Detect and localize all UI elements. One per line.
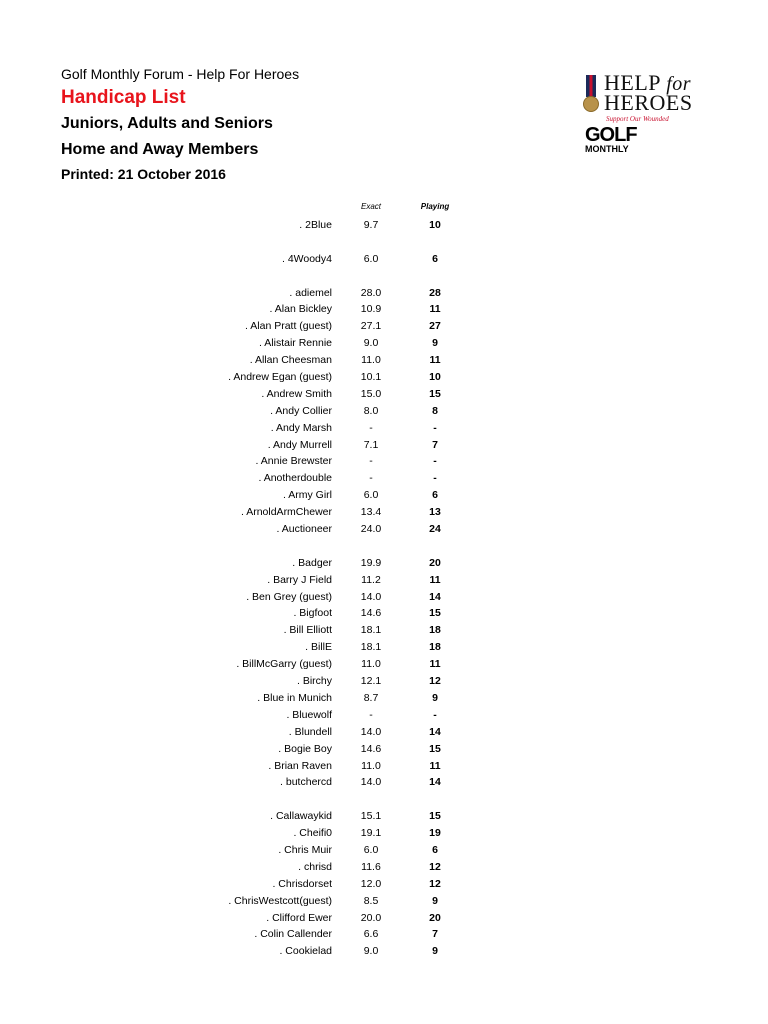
table-row: [0, 673, 768, 690]
table-row: [0, 217, 768, 234]
playing-handicap: 9: [432, 945, 438, 958]
playing-handicap: 11: [429, 658, 441, 671]
table-row: [0, 808, 768, 825]
playing-handicap: 18: [429, 641, 441, 654]
member-name: . ArnoldArmChewer: [240, 506, 332, 519]
table-row: [0, 352, 768, 369]
exact-handicap: 11.2: [361, 573, 381, 586]
playing-handicap: 11: [429, 573, 441, 586]
subtitle-categories: Juniors, Adults and Seniors: [61, 115, 273, 132]
member-name: . Allan Cheesman: [249, 354, 332, 367]
playing-handicap: 14: [429, 590, 441, 603]
table-row: [0, 859, 768, 876]
gm-logo-line2: MONTHLY: [585, 144, 629, 154]
member-name: . Andrew Egan (guest): [228, 371, 332, 384]
exact-handicap: 9.7: [363, 219, 379, 231]
table-row: [0, 386, 768, 403]
member-name: . Army Girl: [283, 489, 332, 502]
member-name: . Annie Brewster: [255, 455, 332, 468]
member-name: . Cheifi0: [293, 827, 332, 840]
exact-handicap: 10.9: [360, 303, 382, 316]
member-name: . Callawaykid: [270, 810, 332, 823]
member-name: . 2Blue: [299, 219, 332, 231]
member-name: . adiemel: [289, 286, 332, 299]
playing-handicap: 20: [429, 556, 441, 569]
member-name: . Andy Marsh: [270, 421, 332, 434]
exact-handicap: 11.6: [361, 860, 381, 873]
member-name: . Anotherdouble: [258, 472, 332, 485]
table-row: [0, 774, 768, 791]
playing-handicap: -: [433, 421, 437, 434]
playing-handicap: 9: [432, 691, 438, 704]
exact-handicap: 18.1: [360, 641, 382, 654]
exact-handicap: 14.6: [360, 607, 382, 620]
member-name: . BillMcGarry (guest): [236, 658, 332, 671]
table-row: [0, 403, 768, 420]
exact-handicap: -: [369, 421, 373, 434]
help-for-heroes-logo: [582, 72, 692, 124]
exact-handicap: 14.6: [360, 742, 382, 755]
gm-logo-line1: GOLF: [585, 124, 637, 146]
member-name: . Bigfoot: [293, 607, 332, 620]
member-name: . Alan Pratt (guest): [245, 320, 332, 333]
group-spacer: [0, 234, 768, 251]
table-row: [0, 335, 768, 352]
table-row: [0, 910, 768, 927]
playing-handicap: 12: [429, 860, 441, 873]
member-name: . Alan Bickley: [269, 303, 332, 316]
golf-monthly-logo: [585, 126, 637, 154]
playing-handicap: 24: [429, 523, 441, 536]
member-name: . Auctioneer: [276, 523, 332, 536]
member-name: . Chris Muir: [278, 843, 332, 856]
member-name: . Bogie Boy: [278, 742, 332, 755]
playing-handicap: 19: [429, 827, 441, 840]
member-name: . Chrisdorset: [272, 877, 332, 890]
exact-handicap: 12.1: [360, 675, 382, 688]
member-name: . butchercd: [280, 776, 332, 789]
page-title: Handicap List: [61, 87, 186, 108]
exact-handicap: 6.0: [363, 843, 379, 856]
playing-handicap: 28: [429, 286, 441, 299]
table-row: [0, 589, 768, 606]
member-name: . Birchy: [296, 675, 332, 688]
table-row: [0, 470, 768, 487]
table-row: [0, 842, 768, 859]
logo-area: [582, 72, 702, 157]
table-row: [0, 487, 768, 504]
table-row: [0, 893, 768, 910]
playing-handicap: 6: [432, 252, 438, 265]
table-row: [0, 369, 768, 386]
column-header-playing: Playing: [420, 202, 450, 211]
exact-handicap: 11.0: [361, 354, 381, 367]
playing-handicap: -: [433, 708, 437, 721]
playing-handicap: 6: [432, 489, 438, 502]
exact-handicap: 15.0: [360, 387, 382, 400]
playing-handicap: 7: [432, 928, 438, 941]
exact-handicap: 18.1: [360, 624, 382, 637]
table-row: [0, 758, 768, 775]
playing-handicap: 9: [432, 337, 438, 350]
table-row: [0, 622, 768, 639]
exact-handicap: 6.6: [363, 928, 379, 941]
member-name: . Colin Callender: [254, 928, 332, 941]
exact-handicap: -: [369, 708, 373, 721]
member-name: . Andy Murrell: [267, 438, 332, 451]
subtitle-membership: Home and Away Members: [61, 141, 259, 158]
playing-handicap: 7: [432, 438, 438, 451]
exact-handicap: 15.1: [360, 810, 382, 823]
member-name: . Bluewolf: [286, 708, 332, 721]
playing-handicap: 15: [429, 607, 441, 620]
group-spacer: [0, 791, 768, 808]
exact-handicap: 7.1: [363, 438, 379, 451]
table-row: [0, 318, 768, 335]
table-row: [0, 437, 768, 454]
printed-date: Printed: 21 October 2016: [61, 166, 226, 182]
exact-handicap: 20.0: [360, 911, 382, 924]
exact-handicap: 19.1: [360, 827, 382, 840]
exact-handicap: 14.0: [360, 725, 382, 738]
playing-handicap: 15: [429, 810, 441, 823]
playing-handicap: 12: [429, 675, 441, 688]
playing-handicap: 11: [429, 759, 441, 772]
exact-handicap: 11.0: [361, 759, 381, 772]
table-row: [0, 572, 768, 589]
table-row: [0, 825, 768, 842]
playing-handicap: -: [433, 455, 437, 468]
member-name: . Alistair Rennie: [259, 337, 332, 350]
member-name: . Ben Grey (guest): [246, 590, 332, 603]
table-row: [0, 504, 768, 521]
exact-handicap: 9.0: [363, 337, 379, 350]
playing-handicap: 11: [429, 354, 441, 367]
group-spacer: [0, 538, 768, 555]
table-row: [0, 453, 768, 470]
playing-handicap: 12: [429, 877, 441, 890]
exact-handicap: 24.0: [360, 523, 382, 536]
playing-handicap: 18: [429, 624, 441, 637]
exact-handicap: 8.5: [363, 894, 379, 907]
member-name: . ChrisWestcott(guest): [228, 894, 332, 907]
member-name: . Andy Collier: [270, 404, 332, 417]
exact-handicap: 6.0: [363, 252, 379, 265]
table-row: [0, 285, 768, 302]
hfh-logo-line1: HELP for: [604, 70, 692, 95]
medal-ribbon-icon: [586, 75, 596, 97]
member-name: . Blue in Munich: [257, 691, 332, 704]
medal-icon: [583, 96, 599, 112]
playing-handicap: 15: [429, 742, 441, 755]
handicap-table: [0, 217, 768, 960]
exact-handicap: 6.0: [363, 489, 379, 502]
member-name: . Bill Elliott: [283, 624, 332, 637]
exact-handicap: -: [369, 472, 373, 485]
table-row: [0, 724, 768, 741]
member-name: . Andrew Smith: [261, 387, 332, 400]
member-name: . Brian Raven: [268, 759, 332, 772]
member-name: . Cookielad: [279, 945, 332, 958]
playing-handicap: 14: [429, 776, 441, 789]
playing-handicap: 13: [429, 506, 441, 519]
exact-handicap: 28.0: [360, 286, 382, 299]
exact-handicap: 13.4: [360, 506, 382, 519]
table-row: [0, 251, 768, 268]
exact-handicap: 14.0: [360, 590, 382, 603]
table-row: [0, 690, 768, 707]
table-row: [0, 656, 768, 673]
member-name: . Blundell: [288, 725, 332, 738]
hfh-logo-tagline: Support Our Wounded: [606, 115, 669, 123]
playing-handicap: -: [433, 472, 437, 485]
playing-handicap: 6: [432, 843, 438, 856]
exact-handicap: 8.0: [363, 404, 379, 417]
exact-handicap: 27.1: [360, 320, 382, 333]
exact-handicap: 9.0: [363, 945, 379, 958]
playing-handicap: 20: [429, 911, 441, 924]
table-row: [0, 639, 768, 656]
forum-name: Golf Monthly Forum - Help For Heroes: [61, 66, 300, 82]
playing-handicap: 11: [429, 303, 441, 316]
table-row: [0, 420, 768, 437]
table-row: [0, 521, 768, 538]
table-row: [0, 943, 768, 960]
exact-handicap: 10.1: [360, 371, 382, 384]
table-row: [0, 707, 768, 724]
table-row: [0, 555, 768, 572]
exact-handicap: -: [369, 455, 373, 468]
exact-handicap: 19.9: [360, 556, 382, 569]
member-name: . Badger: [292, 556, 332, 569]
exact-handicap: 12.0: [360, 877, 382, 890]
table-row: [0, 301, 768, 318]
playing-handicap: 8: [432, 404, 438, 417]
playing-handicap: 14: [429, 725, 441, 738]
member-name: . Barry J Field: [267, 573, 332, 586]
playing-handicap: 15: [429, 387, 441, 400]
playing-handicap: 10: [429, 371, 441, 384]
playing-handicap: 10: [429, 219, 441, 231]
group-spacer: [0, 268, 768, 285]
member-name: . 4Woody4: [281, 252, 332, 265]
table-row: [0, 926, 768, 943]
exact-handicap: 14.0: [360, 776, 382, 789]
playing-handicap: 27: [429, 320, 441, 333]
table-row: [0, 741, 768, 758]
member-name: . chrisd: [298, 860, 332, 873]
table-row: [0, 605, 768, 622]
playing-handicap: 9: [432, 894, 438, 907]
exact-handicap: 8.7: [363, 691, 379, 704]
document-header: [61, 64, 299, 185]
table-row: [0, 876, 768, 893]
column-header-exact: Exact: [360, 202, 381, 211]
exact-handicap: 11.0: [361, 658, 381, 671]
hfh-logo-line2: HEROES: [604, 90, 693, 115]
member-name: . BillE: [305, 641, 332, 654]
member-name: . Clifford Ewer: [266, 911, 332, 924]
